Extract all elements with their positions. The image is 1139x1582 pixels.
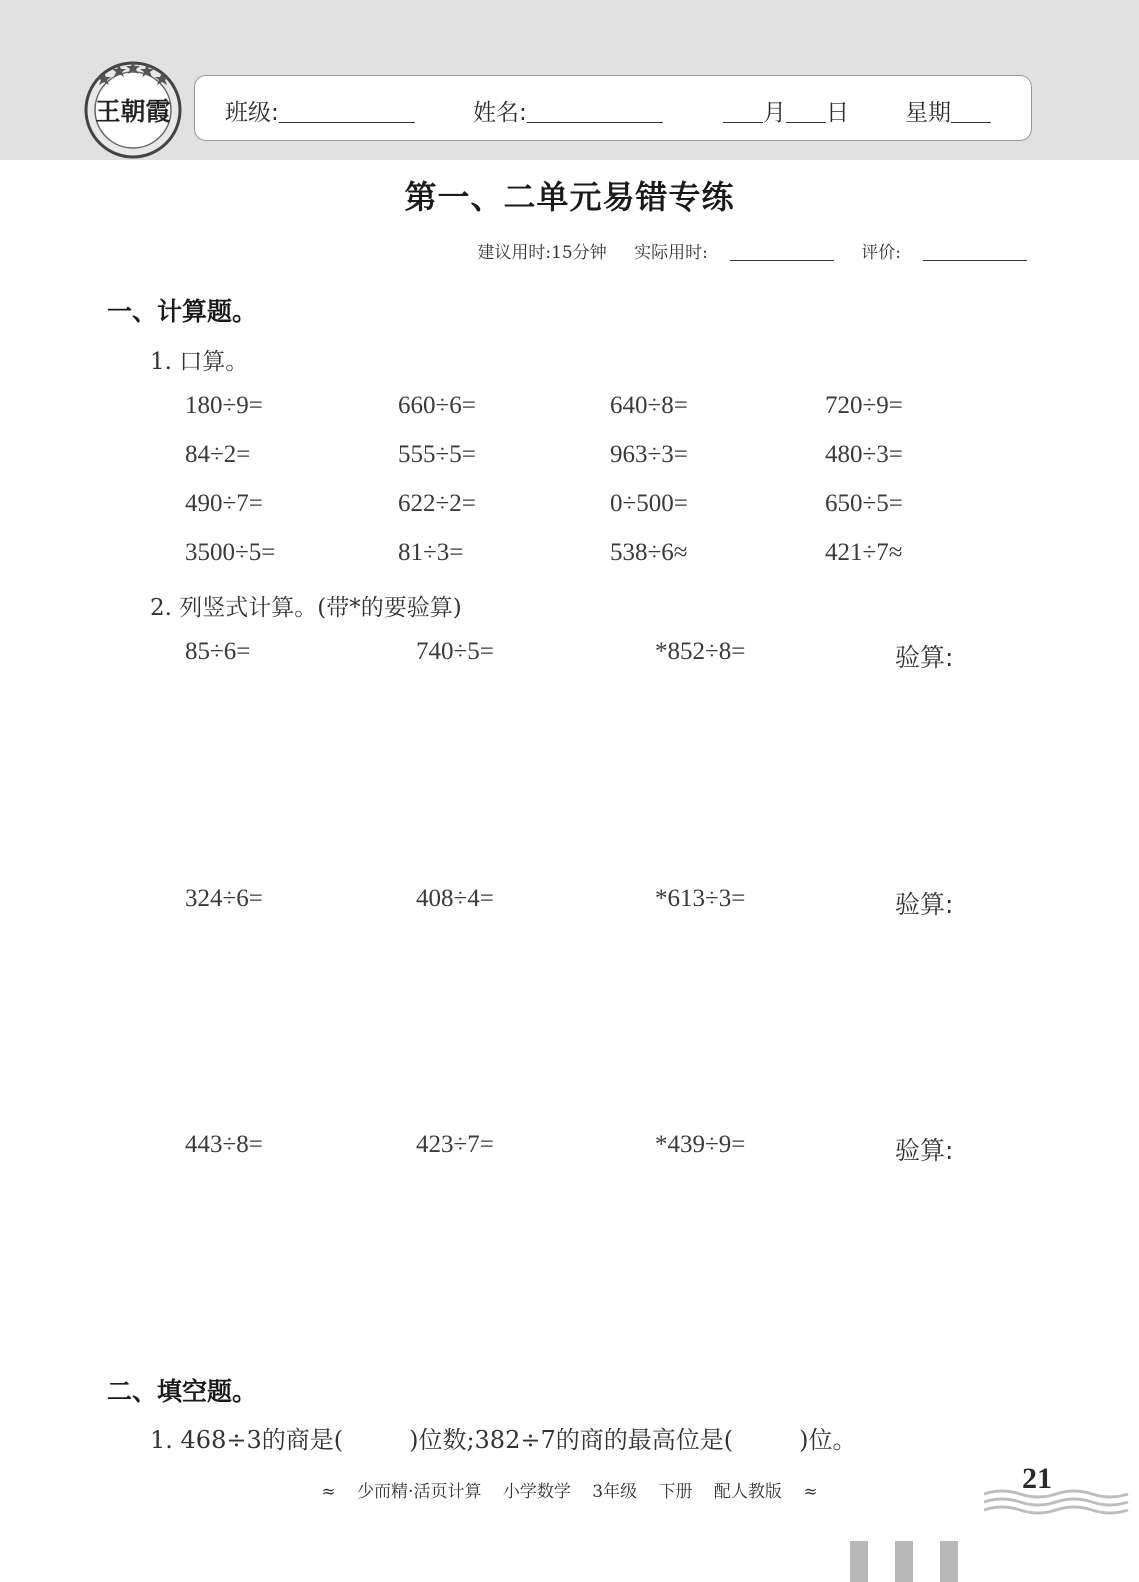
- oral-expr: 81÷3=: [398, 539, 464, 566]
- vertical-calc-title: 2. 列竖式计算。(带*的要验算): [150, 595, 462, 621]
- check-label: 验算:: [895, 890, 954, 919]
- evaluation-field: 评价:: [861, 243, 1027, 263]
- oral-expr: 180÷9=: [185, 392, 263, 419]
- footer: [0, 1477, 1139, 1502]
- suggested-time: 建议用时:15分钟: [477, 243, 607, 263]
- vertical-expr: 443÷8=: [185, 1131, 263, 1158]
- oral-expr: 640÷8=: [610, 392, 688, 419]
- date-field[interactable]: 月 日: [723, 94, 849, 127]
- svg-text:王朝霞: 王朝霞: [95, 97, 171, 126]
- vertical-expr: *852÷8=: [655, 638, 746, 665]
- series-name: 少而精·活页计算: [357, 1482, 482, 1502]
- oral-expr: 538÷6≈: [610, 539, 688, 566]
- logo-seal: [84, 58, 182, 160]
- oral-expr: 0÷500=: [610, 490, 688, 517]
- vertical-expr: *439÷9=: [655, 1131, 746, 1158]
- oral-expr: 555÷5=: [398, 441, 476, 468]
- section2-title: 二、填空题。: [107, 1377, 258, 1406]
- wave-decoration-icon: [984, 1486, 1134, 1526]
- vertical-expr: 324÷6=: [185, 885, 263, 912]
- vertical-expr: 423÷7=: [416, 1131, 494, 1158]
- student-info-box: [194, 75, 1032, 141]
- timing-line: [477, 238, 1027, 263]
- oral-expr: 650÷5=: [825, 490, 903, 517]
- weekday-field[interactable]: 星期: [905, 94, 991, 127]
- edition: 配人教版: [713, 1482, 782, 1502]
- vertical-expr: 85÷6=: [185, 638, 251, 665]
- page-title: 第一、二单元易错专练: [404, 178, 735, 216]
- bar-decoration: [850, 1541, 960, 1582]
- vertical-expr: 740÷5=: [416, 638, 494, 665]
- name-field[interactable]: 姓名:: [473, 94, 663, 127]
- class-field[interactable]: 班级:: [225, 94, 415, 127]
- oral-expr: 720÷9=: [825, 392, 903, 419]
- oral-expr: 84÷2=: [185, 441, 251, 468]
- oral-expr: 660÷6=: [398, 392, 476, 419]
- oral-expr: 421÷7≈: [825, 539, 903, 566]
- fill-question-1: 1. 468÷3的商是( )位数;382÷7的商的最高位是( )位。: [150, 1426, 857, 1454]
- actual-time-field: 实际用时:: [634, 243, 834, 263]
- oral-expr: 3500÷5=: [185, 539, 276, 566]
- oral-expr: 480÷3=: [825, 441, 903, 468]
- check-label: 验算:: [895, 643, 954, 672]
- wave-icon: ≈: [321, 1482, 336, 1502]
- oral-expr: 963÷3=: [610, 441, 688, 468]
- oral-expr: 622÷2=: [398, 490, 476, 517]
- grade: 3年级: [592, 1482, 638, 1502]
- oral-calc-title: 1. 口算。: [150, 349, 249, 375]
- subject-name: 小学数学: [502, 1482, 571, 1502]
- page-number: 21: [1022, 1462, 1052, 1495]
- vertical-expr: 408÷4=: [416, 885, 494, 912]
- volume: 下册: [658, 1482, 693, 1502]
- oral-expr: 490÷7=: [185, 490, 263, 517]
- vertical-expr: *613÷3=: [655, 885, 746, 912]
- section1-title: 一、计算题。: [107, 297, 258, 326]
- wave-icon: ≈: [803, 1482, 818, 1502]
- check-label: 验算:: [895, 1136, 954, 1165]
